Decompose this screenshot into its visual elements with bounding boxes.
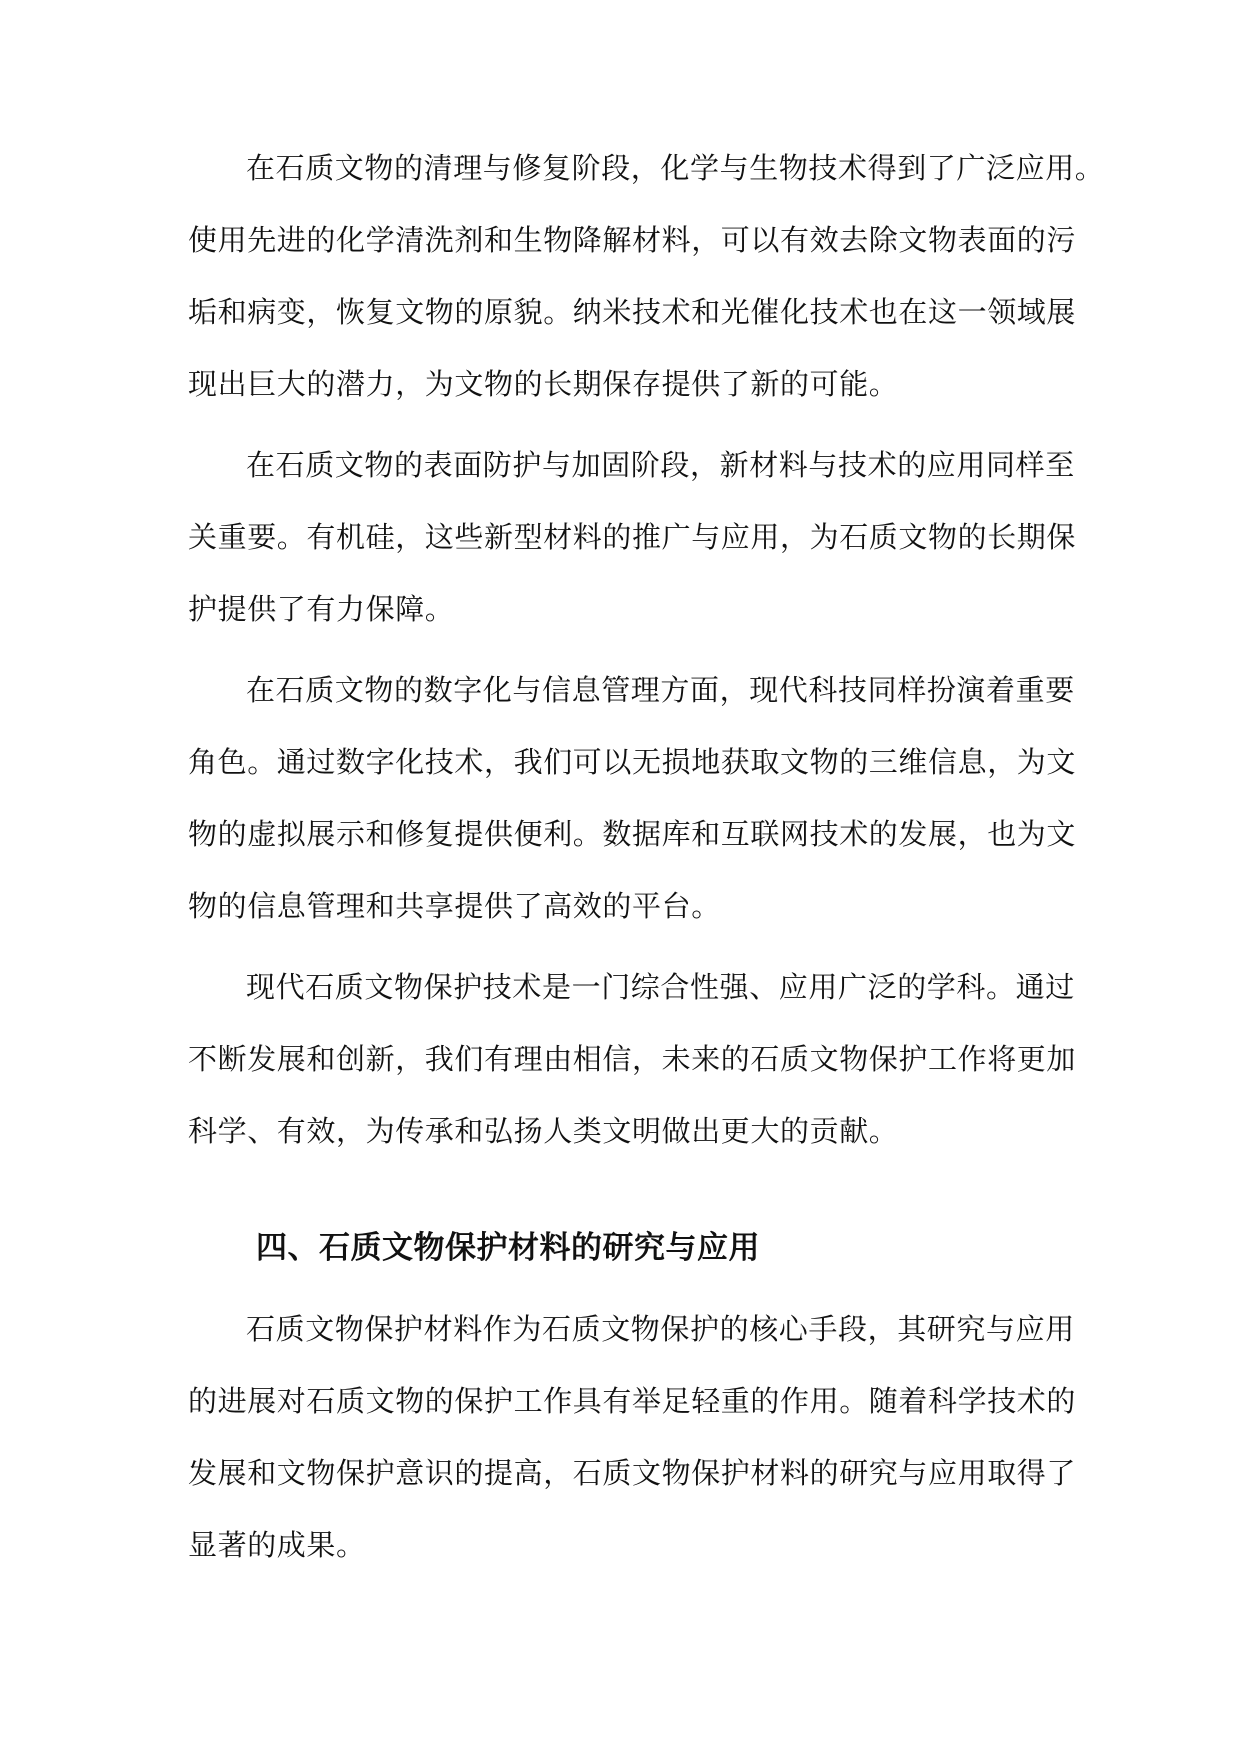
paragraph-line: 现代石质文物保护技术是一门综合性强、应用广泛的学科。通过 <box>246 970 1075 1004</box>
paragraph-line: 的进展对石质文物的保护工作具有举足轻重的作用。随着科学技术的 <box>188 1384 1077 1418</box>
paragraph-line: 垢和病变，恢复文物的原貌。纳米技术和光催化技术也在这一领域展 <box>188 295 1077 329</box>
paragraph-line: 物的虚拟展示和修复提供便利。数据库和互联网技术的发展，也为文 <box>188 817 1077 851</box>
paragraph-line: 发展和文物保护意识的提高，石质文物保护材料的研究与应用取得了 <box>188 1456 1077 1490</box>
paragraph-line: 不断发展和创新，我们有理由相信，未来的石质文物保护工作将更加 <box>188 1042 1077 1076</box>
paragraph-line: 石质文物保护材料作为石质文物保护的核心手段，其研究与应用 <box>246 1312 1075 1346</box>
paragraph-line: 在石质文物的清理与修复阶段，化学与生物技术得到了广泛应用。 <box>246 151 1105 185</box>
paragraph-line: 护提供了有力保障。 <box>188 592 455 626</box>
paragraph-line: 角色。通过数字化技术，我们可以无损地获取文物的三维信息，为文 <box>188 745 1077 779</box>
section-heading: 四、石质文物保护材料的研究与应用 <box>256 1230 760 1266</box>
paragraph-line: 在石质文物的表面防护与加固阶段，新材料与技术的应用同样至 <box>246 448 1075 482</box>
paragraph-line: 显著的成果。 <box>188 1528 366 1562</box>
paragraph-line: 现出巨大的潜力，为文物的长期保存提供了新的可能。 <box>188 367 899 401</box>
paragraph-line: 在石质文物的数字化与信息管理方面，现代科技同样扮演着重要 <box>246 673 1075 707</box>
paragraph-line: 使用先进的化学清洗剂和生物降解材料，可以有效去除文物表面的污 <box>188 223 1077 257</box>
paragraph-line: 关重要。有机硅，这些新型材料的推广与应用，为石质文物的长期保 <box>188 520 1077 554</box>
paragraph-line: 科学、有效，为传承和弘扬人类文明做出更大的贡献。 <box>188 1114 899 1148</box>
paragraph-line: 物的信息管理和共享提供了高效的平台。 <box>188 889 721 923</box>
